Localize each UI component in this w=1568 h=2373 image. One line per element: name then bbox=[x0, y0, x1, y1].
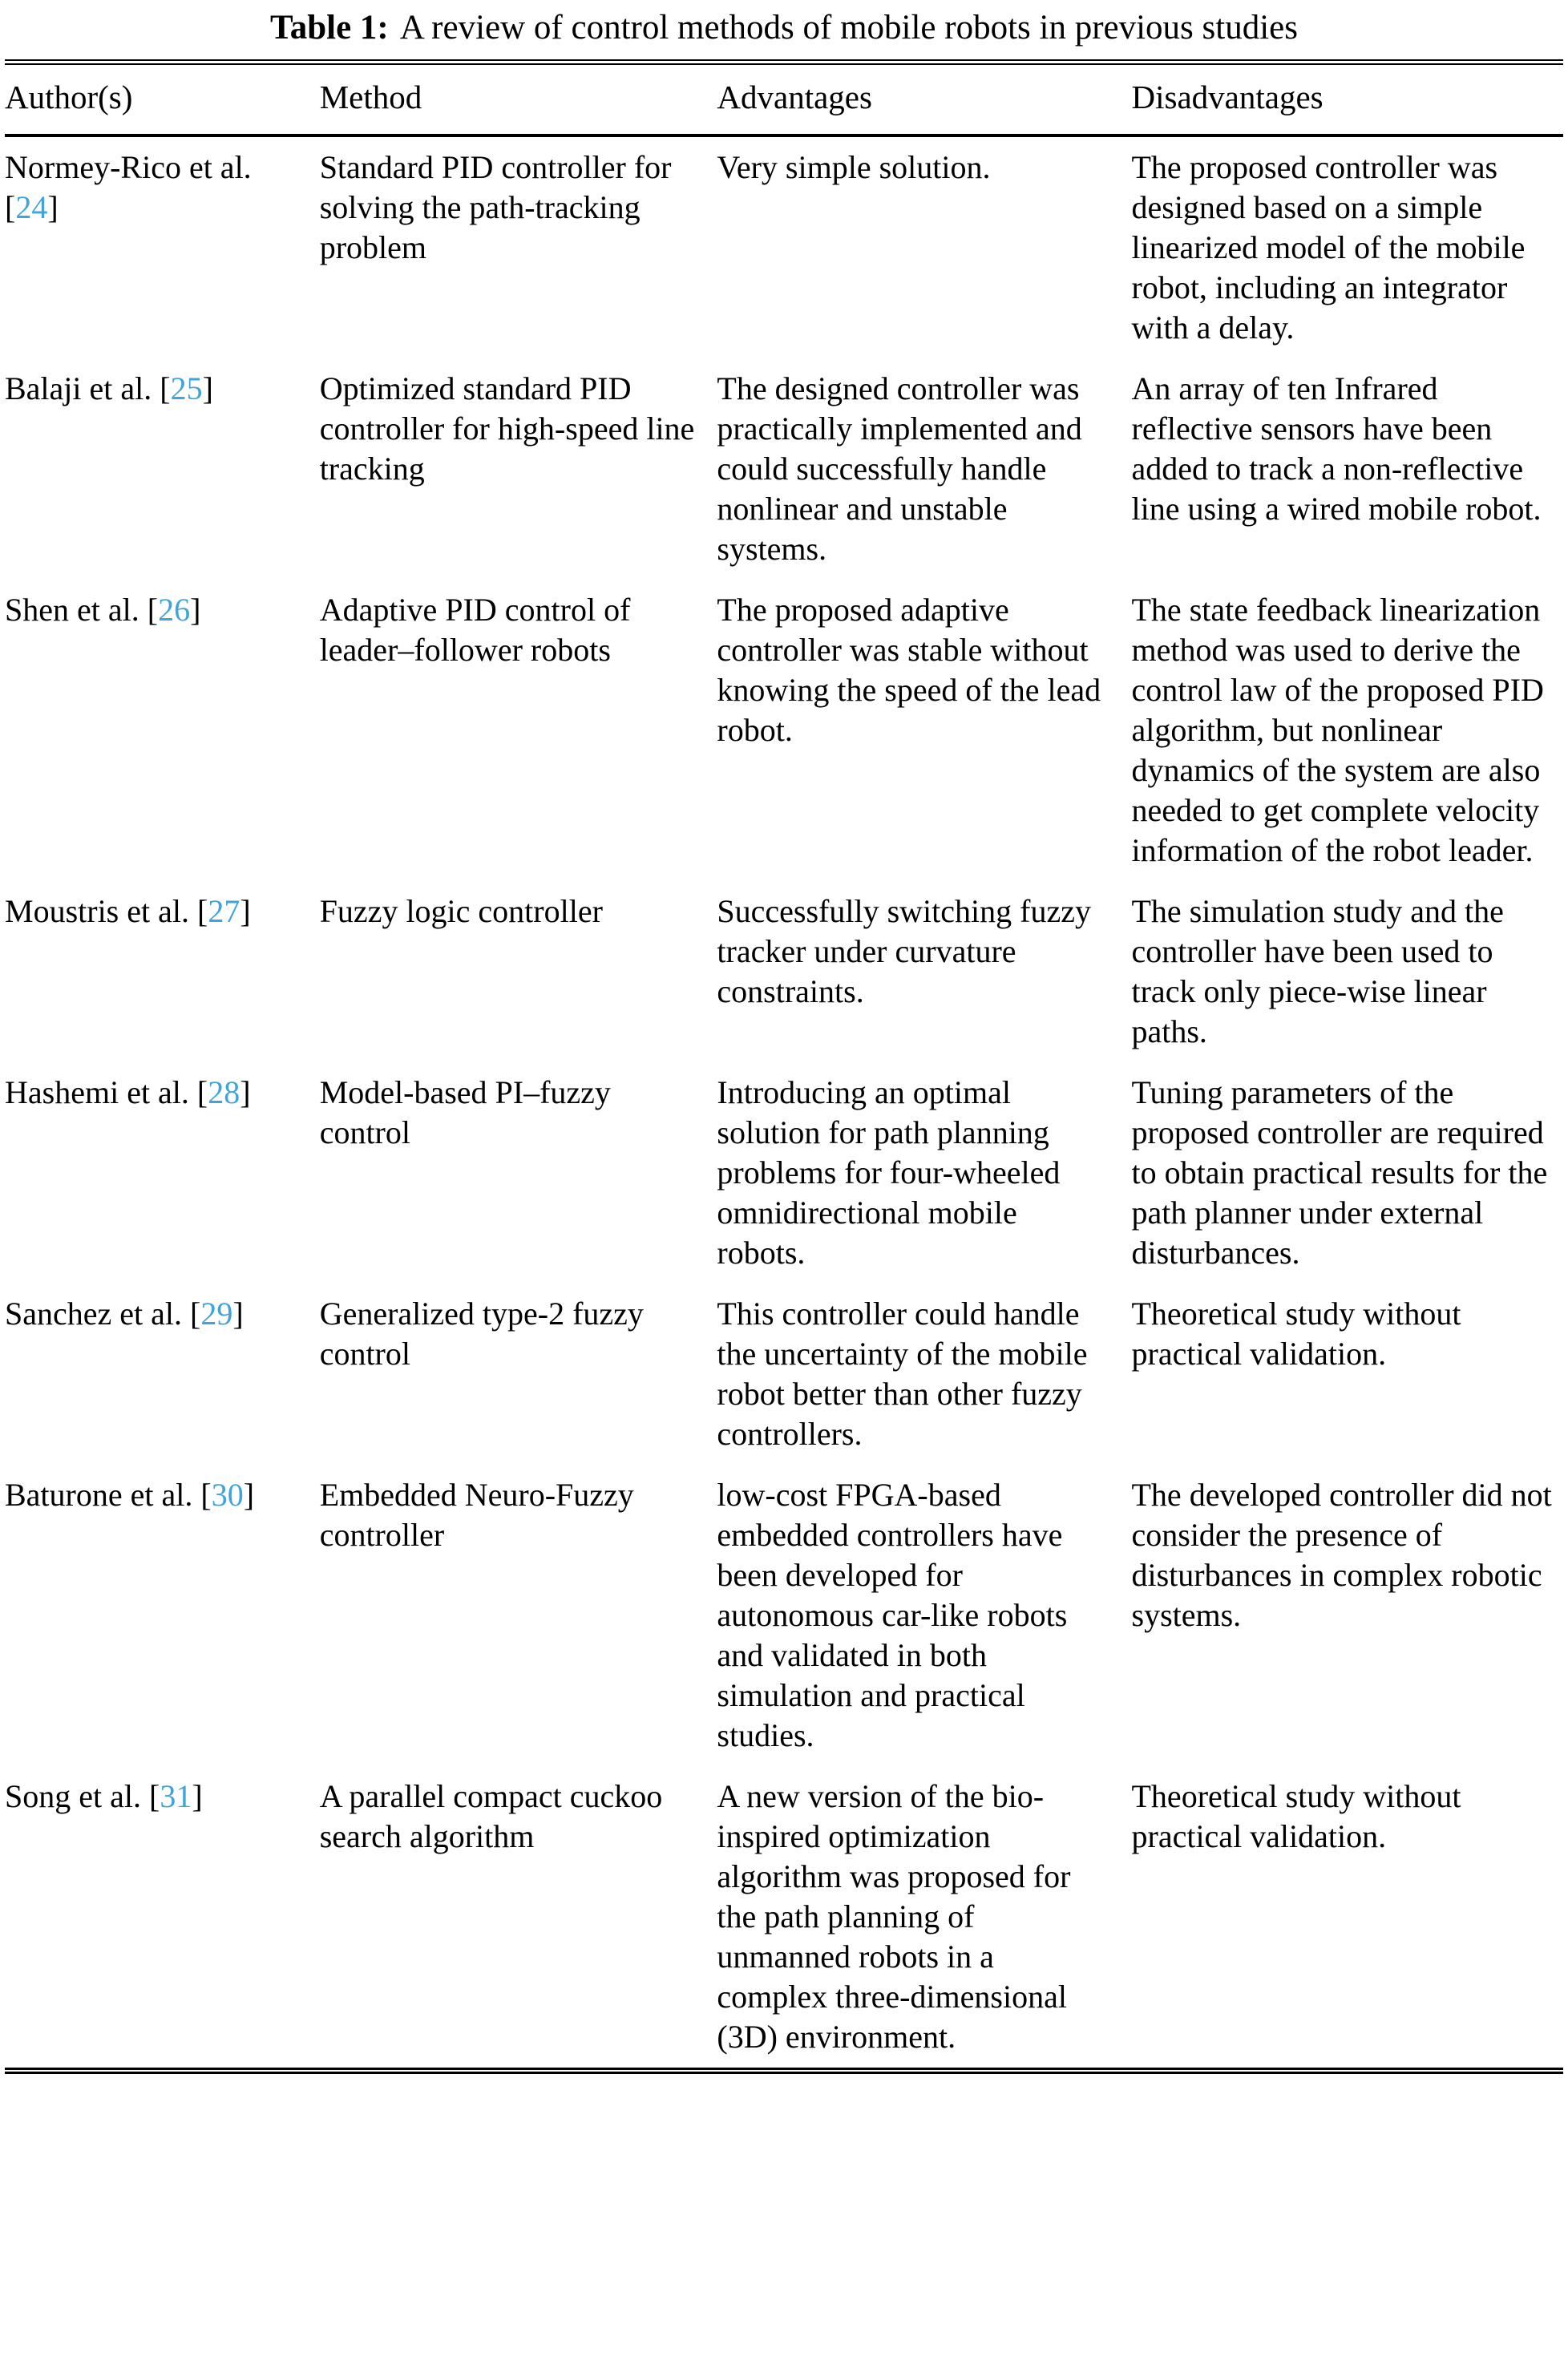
table-caption bbox=[5, 6, 1563, 50]
disadvantages-cell: Theoretical study without practical validation. bbox=[1131, 1296, 1461, 1372]
author-name: Sanchez et al. bbox=[5, 1296, 190, 1332]
author-cell bbox=[5, 881, 320, 1062]
author-cell bbox=[5, 358, 320, 580]
ref-close-bracket: ] bbox=[192, 1778, 203, 1814]
disadvantages-cell: The simulation study and the controller have been used to track only piece-wise linear paths. bbox=[1131, 893, 1504, 1049]
advantages-cell: Introducing an optimal solution for path planning problems for four-wheeled omnidirectional mobile robots. bbox=[717, 1074, 1061, 1271]
author-cell bbox=[5, 580, 320, 881]
author-name: Balaji et al. bbox=[5, 370, 160, 406]
author-name: Shen et al. bbox=[5, 592, 148, 628]
citation-ref[interactable]: 27 bbox=[208, 893, 240, 929]
method-cell: A parallel compact cuckoo search algorithm bbox=[319, 1778, 663, 1854]
ref-close-bracket: ] bbox=[202, 370, 213, 406]
ref-close-bracket: ] bbox=[243, 1477, 255, 1513]
citation-ref[interactable]: 26 bbox=[158, 592, 191, 628]
author-cell bbox=[5, 1284, 320, 1465]
method-cell: Optimized standard PID controller for high-speed line tracking bbox=[319, 370, 695, 487]
table-row bbox=[5, 1766, 1563, 2071]
table-caption-text: A review of control methods of mobile robots in previous studies bbox=[399, 9, 1298, 46]
advantages-cell: low-cost FPGA-based embedded controllers have been developed for autonomous car-like robots and validated in both simulation and practical studies. bbox=[717, 1477, 1068, 1753]
table-row bbox=[5, 1465, 1563, 1766]
advantages-cell: Very simple solution. bbox=[717, 149, 991, 185]
method-cell: Standard PID controller for solving the path-tracking problem bbox=[319, 149, 672, 265]
ref-open-bracket: [ bbox=[200, 1477, 212, 1513]
citation-ref[interactable]: 24 bbox=[15, 189, 48, 225]
method-cell: Model-based PI–fuzzy control bbox=[319, 1074, 611, 1150]
advantages-cell: A new version of the bio-inspired optimization algorithm was proposed for the path planning of unmanned robots in a complex three-dimensional (3D) environment. bbox=[717, 1778, 1071, 2055]
method-cell: Embedded Neuro-Fuzzy controller bbox=[319, 1477, 634, 1553]
citation-ref[interactable]: 25 bbox=[170, 370, 203, 406]
column-header-authors: Author(s) bbox=[5, 63, 320, 136]
ref-open-bracket: [ bbox=[5, 189, 16, 225]
disadvantages-cell: The proposed controller was designed based on a simple linearized model of the mobile robot, including an integrator with a delay. bbox=[1131, 149, 1526, 346]
author-name: Moustris et al. bbox=[5, 893, 197, 929]
author-name: Normey-Rico et al. bbox=[5, 149, 252, 185]
advantages-cell: The proposed adaptive controller was stable without knowing the speed of the lead robot. bbox=[717, 592, 1101, 748]
author-name: Baturone et al. bbox=[5, 1477, 201, 1513]
author-name: Hashemi et al. bbox=[5, 1074, 197, 1110]
column-header-method: Method bbox=[320, 63, 717, 136]
page bbox=[0, 6, 1568, 2074]
table-row bbox=[5, 1284, 1563, 1465]
citation-ref[interactable]: 30 bbox=[211, 1477, 244, 1513]
table-caption-label: Table 1: bbox=[270, 9, 389, 46]
table-body bbox=[5, 135, 1563, 2071]
method-cell: Fuzzy logic controller bbox=[319, 893, 603, 929]
review-table bbox=[5, 59, 1563, 2074]
author-cell bbox=[5, 1465, 320, 1766]
ref-open-bracket: [ bbox=[147, 592, 159, 628]
method-cell: Generalized type-2 fuzzy control bbox=[319, 1296, 644, 1372]
table-row bbox=[5, 580, 1563, 881]
advantages-cell: Successfully switching fuzzy tracker under curvature constraints. bbox=[717, 893, 1091, 1009]
disadvantages-cell: The state feedback linearization method was used to derive the control law of the proposed PID algorithm, but nonlinear dynamics of the system are also needed to get complete velocity information of the robot leader. bbox=[1131, 592, 1544, 868]
author-cell bbox=[5, 1766, 320, 2071]
author-name: Song et al. bbox=[5, 1778, 149, 1814]
ref-close-bracket: ] bbox=[47, 189, 59, 225]
ref-close-bracket: ] bbox=[240, 1074, 251, 1110]
advantages-cell: The designed controller was practically implemented and could successfully handle nonlinear and unstable systems. bbox=[717, 370, 1082, 567]
author-cell bbox=[5, 135, 320, 358]
disadvantages-cell: The developed controller did not consider the presence of disturbances in complex robotic systems. bbox=[1131, 1477, 1552, 1633]
table-header bbox=[5, 63, 1563, 136]
column-header-advantages: Advantages bbox=[717, 63, 1131, 136]
table-row bbox=[5, 135, 1563, 358]
method-cell: Adaptive PID control of leader–follower robots bbox=[319, 592, 631, 668]
ref-close-bracket: ] bbox=[190, 592, 201, 628]
citation-ref[interactable]: 29 bbox=[200, 1296, 233, 1332]
ref-close-bracket: ] bbox=[232, 1296, 244, 1332]
ref-open-bracket: [ bbox=[160, 370, 171, 406]
table-row bbox=[5, 358, 1563, 580]
author-cell bbox=[5, 1062, 320, 1284]
ref-open-bracket: [ bbox=[196, 893, 208, 929]
advantages-cell: This controller could handle the uncertainty of the mobile robot better than other fuzzy controllers. bbox=[717, 1296, 1088, 1452]
table-row bbox=[5, 881, 1563, 1062]
citation-ref[interactable]: 31 bbox=[160, 1778, 192, 1814]
citation-ref[interactable]: 28 bbox=[208, 1074, 240, 1110]
ref-open-bracket: [ bbox=[196, 1074, 208, 1110]
header-row bbox=[5, 63, 1563, 136]
disadvantages-cell: Tuning parameters of the proposed controller are required to obtain practical results for the path planner under external disturbances. bbox=[1131, 1074, 1548, 1271]
table-row bbox=[5, 1062, 1563, 1284]
ref-open-bracket: [ bbox=[148, 1778, 160, 1814]
ref-open-bracket: [ bbox=[190, 1296, 201, 1332]
disadvantages-cell: Theoretical study without practical validation. bbox=[1131, 1778, 1461, 1854]
column-header-disadvantages: Disadvantages bbox=[1132, 63, 1564, 136]
ref-close-bracket: ] bbox=[240, 893, 251, 929]
disadvantages-cell: An array of ten Infrared reflective sensors have been added to track a non-reflective line using a wired mobile robot. bbox=[1131, 370, 1542, 527]
